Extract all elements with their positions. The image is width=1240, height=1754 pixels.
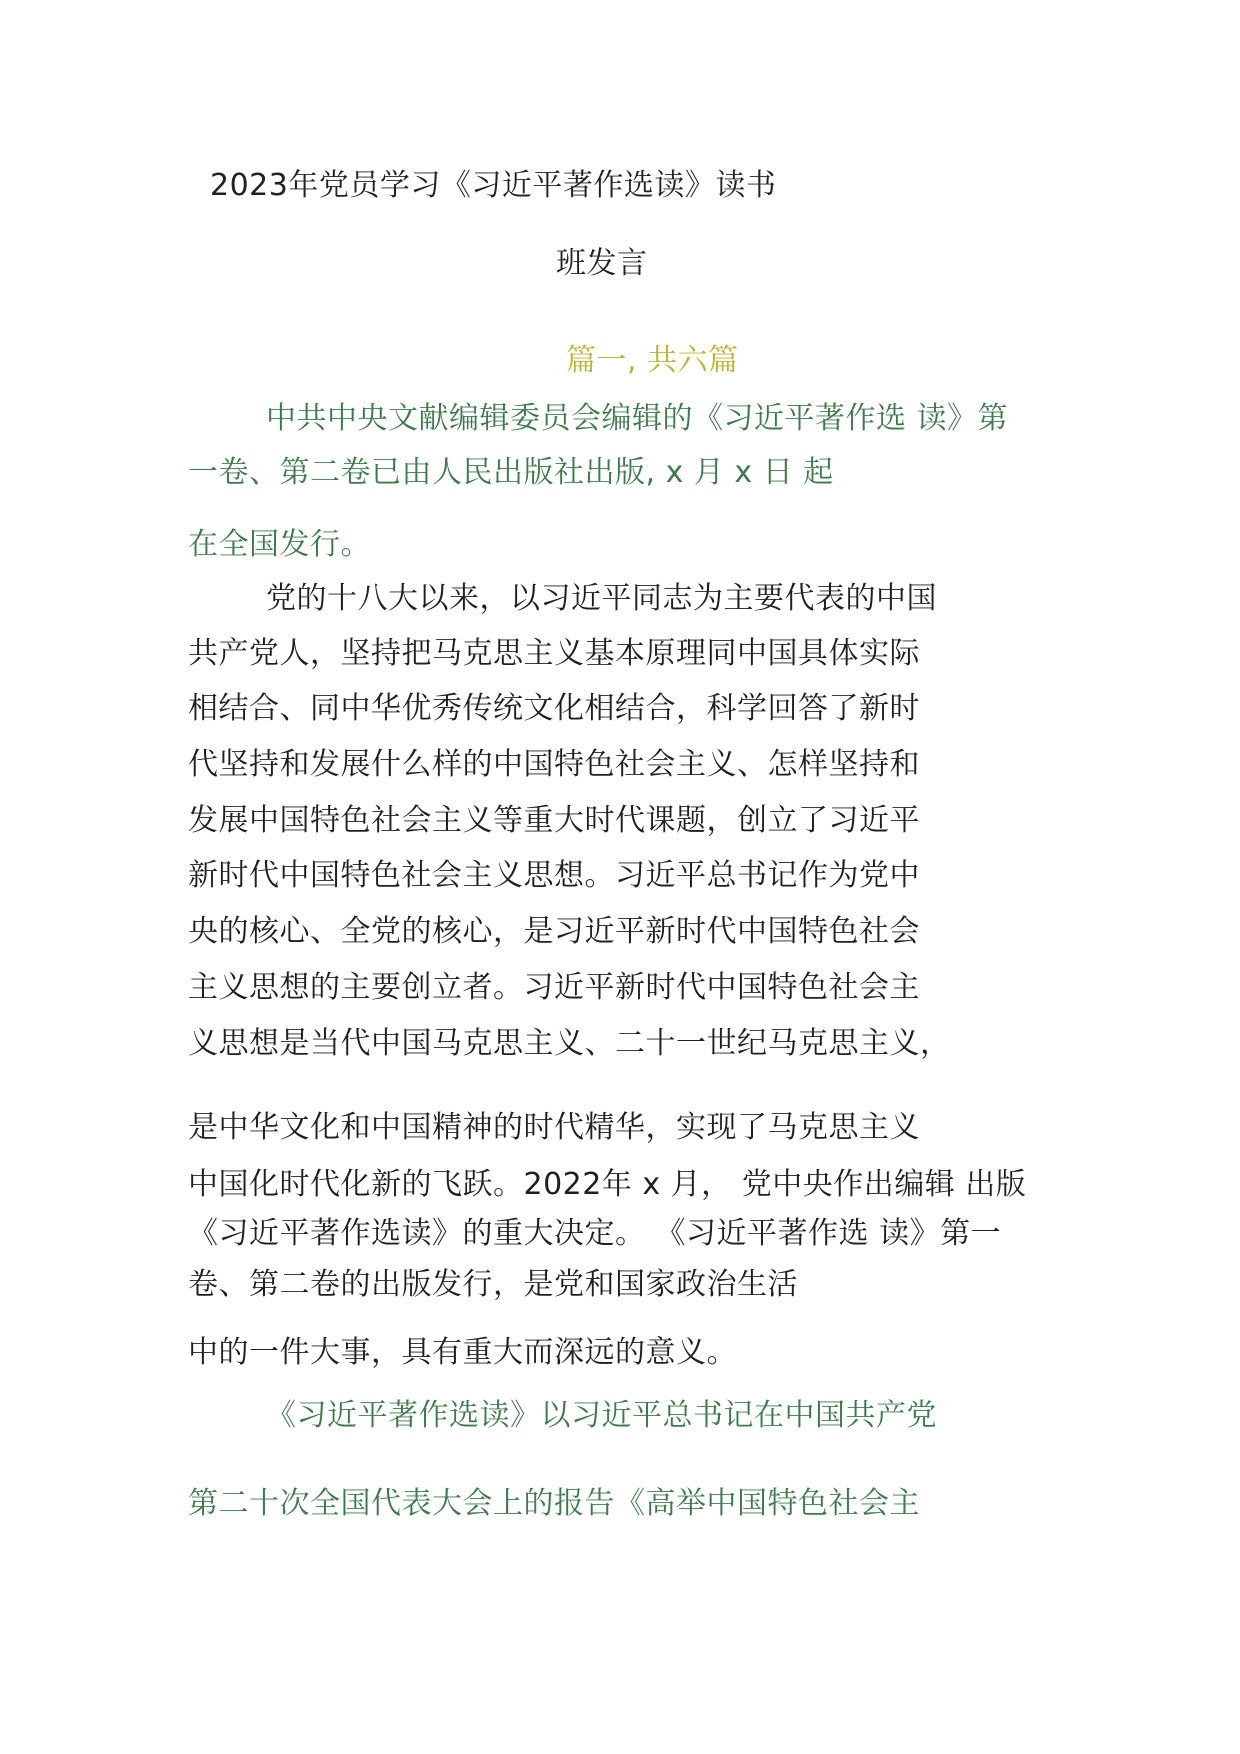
- paragraph-2-line: 主义思想的主要创立者。习近平新时代中国特色社会主: [188, 970, 920, 1005]
- paragraph-2-line: 是中华文化和中国精神的时代精华，实现了马克思主义: [188, 1110, 920, 1145]
- paragraph-2-line: 中的一件大事，具有重大而深远的意义。: [188, 1335, 737, 1370]
- paragraph-2-line: 发展中国特色社会主义等重大时代课题，创立了习近平: [188, 803, 920, 838]
- section-heading: 篇一, 共六篇: [566, 343, 739, 378]
- paragraph-2-line: 《习近平著作选读》的重大决定。 《习近平著作选 读》第一: [188, 1216, 1002, 1251]
- paragraph-2-line: 义思想是当代中国马克思主义、二十一世纪马克思主义，: [188, 1026, 951, 1061]
- title-line-2: 班发言: [556, 246, 648, 281]
- paragraph-1-line: 在全国发行。: [188, 527, 371, 562]
- paragraph-2-line: 共产党人，坚持把马克思主义基本原理同中国具体实际: [188, 636, 920, 671]
- paragraph-2-line: 党的十八大以来，以习近平同志为主要代表的中国: [266, 581, 937, 616]
- paragraph-1-line: 一卷、第二卷已由人民出版社出版, x 月 x 日 起: [188, 455, 834, 490]
- paragraph-1-line: 中共中央文献编辑委员会编辑的《习近平著作选 读》第: [266, 401, 1009, 436]
- title-line-1: 2023年党员学习《习近平著作选读》读书: [210, 168, 777, 203]
- paragraph-2-line: 相结合、同中华优秀传统文化相结合，科学回答了新时: [188, 691, 920, 726]
- paragraph-2-line: 中国化时代化新的飞跃。2022年 x 月， 党中央作出编辑 出版: [188, 1167, 1027, 1202]
- paragraph-2-line: 新时代中国特色社会主义思想。习近平总书记作为党中: [188, 858, 920, 893]
- paragraph-2-line: 代坚持和发展什么样的中国特色社会主义、怎样坚持和: [188, 747, 920, 782]
- paragraph-2-line: 央的核心、全党的核心，是习近平新时代中国特色社会: [188, 914, 920, 949]
- paragraph-2-line: 卷、第二卷的出版发行，是党和国家政治生活: [188, 1267, 798, 1302]
- paragraph-3-line: 第二十次全国代表大会上的报告《高举中国特色社会主: [188, 1486, 920, 1521]
- paragraph-3-line: 《习近平著作选读》以习近平总书记在中国共产党: [266, 1398, 937, 1433]
